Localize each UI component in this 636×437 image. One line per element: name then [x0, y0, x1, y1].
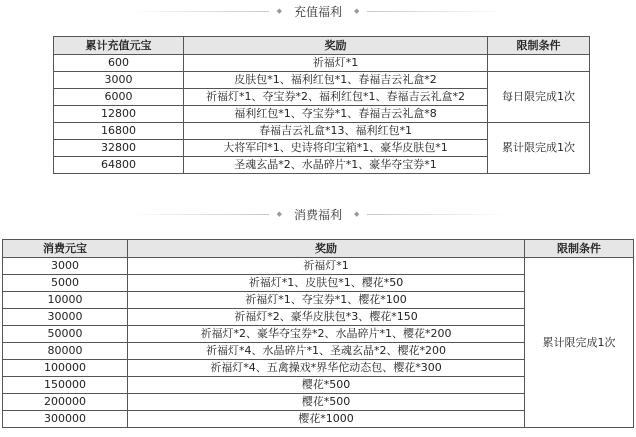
column-header: 累计充值元宝: [54, 37, 184, 55]
table-row: [3, 258, 634, 275]
diamond-icon: ◆: [354, 210, 360, 218]
reward-cell: 祈福灯*1: [128, 258, 525, 275]
reward-cell: 祈福灯*4、五禽操戏*界华佗动态包、樱花*300: [128, 360, 525, 377]
reward-cell: 福利红包*1、夺宝券*1、春福吉云礼盒*8: [184, 106, 488, 123]
diamond-icon: ◆: [276, 7, 282, 15]
reward-cell: 祈福灯*2、豪华夺宝券*2、水晶碎片*1、樱花*200: [128, 326, 525, 343]
consume-section-header: [0, 205, 636, 223]
amount-cell: 80000: [3, 343, 128, 360]
column-header: 限制条件: [488, 37, 590, 55]
diamond-icon: ◆: [354, 7, 360, 15]
reward-cell: 祈福灯*2、豪华皮肤包*3、樱花*150: [128, 309, 525, 326]
amount-cell: 150000: [3, 377, 128, 394]
consume-reward-table: [2, 239, 634, 428]
amount-cell: 3000: [54, 72, 184, 89]
table-row: [54, 123, 590, 140]
reward-cell: 祈福灯*1: [184, 55, 488, 72]
condition-cell: 每日限完成1次: [488, 72, 590, 123]
table-header-row: [54, 37, 590, 55]
reward-cell: 樱花*500: [128, 394, 525, 411]
reward-cell: 春福吉云礼盒*13、福利红包*1: [184, 123, 488, 140]
amount-cell: 30000: [3, 309, 128, 326]
condition-cell: 累计限完成1次: [488, 123, 590, 174]
reward-cell: 祈福灯*1、夺宝券*2、福利红包*1、春福吉云礼盒*2: [184, 89, 488, 106]
amount-cell: 50000: [3, 326, 128, 343]
reward-cell: 祈福灯*4、水晶碎片*1、圣魂玄晶*2、樱花*200: [128, 343, 525, 360]
reward-cell: 祈福灯*1、夺宝券*1、樱花*100: [128, 292, 525, 309]
amount-cell: 12800: [54, 106, 184, 123]
reward-cell: 樱花*1000: [128, 411, 525, 428]
divider-line: [367, 214, 507, 215]
divider-line: [367, 11, 507, 12]
table-row: [54, 72, 590, 89]
amount-cell: 3000: [3, 258, 128, 275]
amount-cell: 6000: [54, 89, 184, 106]
reward-cell: 樱花*500: [128, 377, 525, 394]
table-header-row: [3, 240, 634, 258]
section-title: 消费福利: [293, 207, 342, 222]
recharge-section-header: [0, 2, 636, 20]
amount-cell: 600: [54, 55, 184, 72]
column-header: 限制条件: [525, 240, 634, 258]
column-header: 奖励: [128, 240, 525, 258]
amount-cell: 10000: [3, 292, 128, 309]
amount-cell: 100000: [3, 360, 128, 377]
condition-cell-empty: [488, 55, 590, 72]
reward-cell: 祈福灯*1、皮肤包*1、樱花*50: [128, 275, 525, 292]
divider-line: [129, 214, 269, 215]
reward-cell: 皮肤包*1、福利红包*1、春福吉云礼盒*2: [184, 72, 488, 89]
table-row: [54, 55, 590, 72]
amount-cell: 64800: [54, 157, 184, 174]
diamond-icon: ◆: [276, 210, 282, 218]
amount-cell: 16800: [54, 123, 184, 140]
section-title: 充值福利: [293, 4, 342, 19]
recharge-reward-table: [53, 36, 590, 174]
amount-cell: 300000: [3, 411, 128, 428]
reward-cell: 大将军印*1、史诗将印宝箱*1、豪华皮肤包*1: [184, 140, 488, 157]
amount-cell: 200000: [3, 394, 128, 411]
column-header: 奖励: [184, 37, 488, 55]
amount-cell: 32800: [54, 140, 184, 157]
column-header: 消费元宝: [3, 240, 128, 258]
condition-cell: 累计限完成1次: [525, 258, 634, 428]
reward-cell: 圣魂玄晶*2、水晶碎片*1、豪华夺宝券*1: [184, 157, 488, 174]
divider-line: [129, 11, 269, 12]
amount-cell: 5000: [3, 275, 128, 292]
